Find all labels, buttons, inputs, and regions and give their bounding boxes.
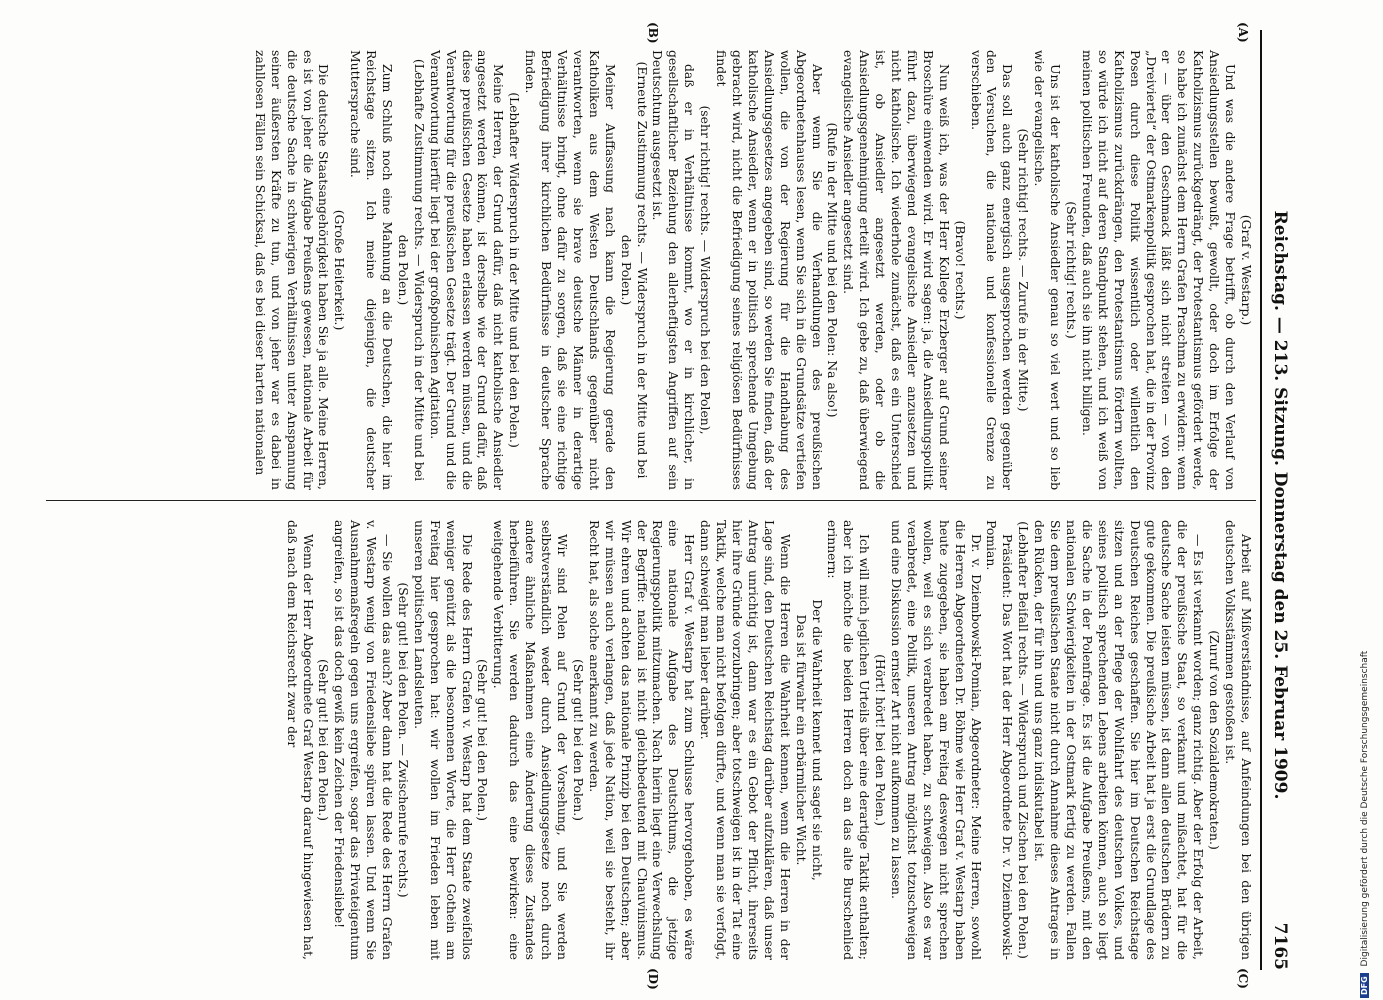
paragraph: Wenn die Herren die Wahrheit kennen, wenn die Herren in der Lage sind, den Deutschen Reichstag darüber aufzuklären, daß unser Antrag unrichtig ist, dann war es ein Gebot der Pflicht, ihrerseits hier ihre Gründe vorzubringen; aber totschweigen ist in der Tat eine Taktik, welche man nicht befolgen dürfte, und wenn man sie verfolgt, dann schweigt man lieber darüber. — [698, 520, 793, 960]
paragraph: daß er in Verhältnisse kommt, wo er in kirchlicher, in gesellschaftlicher Beziehung den allerheftigsten Angriffen auf sein Deutschtum ausgesetzt ist. — [650, 50, 698, 490]
paragraph: (Lebhafter Beifall rechts. — Widerspruch und Zischen bei den Polen.) — [1016, 521, 1032, 959]
paragraph: (Sehr gut! bei den Polen. — Zwischenrufe rechts.) — [395, 582, 411, 898]
paragraph: (Zuruf von den Sozialdemokraten.) — [1207, 630, 1223, 850]
paragraph: Der die Wahrheit kennet und saget sie nicht, — [809, 599, 825, 881]
left-text-column — [252, 50, 1254, 490]
dfg-logo: DFG — [1360, 973, 1369, 998]
paragraph: Herr Graf v. Westarp hat zum Schlusse hervorgehoben, es wäre eine nationale Aufgabe des Deutschtums, die jetzige Regierungspolitik mitzumachen. Nach hierin liegt eine Verwechslung der Begriffe: national ist nicht gleichbedeutend mit Chauvinismus. Wir ehren und achten das nationale Prinzip bei den Deutschen; aber wir müssen auch verlangen, daß jede Nation, weil sie besteht, ihr Recht hat, als solche anerkannt zu werden. — [586, 520, 698, 960]
paragraph: (Sehr gut! bei den Polen.) — [475, 659, 491, 821]
paragraph: Das soll auch ganz energisch ausgesprochen werden gegenüber den Versuchen, die nationale und konfessionelle Grenze zu verschieben. — [968, 50, 1016, 490]
paragraph: Wir sind Polen auf Grund der Vorsehung, und Sie werden selbstverständlich weder durch Ansiedlungsgesetze noch durch andere ähnliche Maßnahmen eine Änderung dieses Zustandes herbeiführen. Sie werden dadurch das eine bewirken: eine weitgehende Verbitterung. — [491, 520, 571, 960]
paragraph: Wenn der Herr Abgeordnete Graf Westarp darauf hingewiesen hat, daß nach dem Reichsrecht zwar der — [284, 520, 316, 960]
paragraph: (Große Heiterkeit.) — [332, 209, 348, 331]
paragraph: (Rufe in der Mitte und bei den Polen: Na also!) — [825, 122, 841, 418]
paragraph: Ich will mich jeglichen Urteils über eine derartige Taktik enthalten; aber ich möchte die beiden Herren doch an das alte Burschenlied erinnern: — [825, 520, 873, 960]
paragraph: Zum Schluß noch eine Mahnung an die Deutschen, die hier im Reichstage sitzen. Ich meine diejenigen, die deutscher Muttersprache sind. — [348, 50, 396, 490]
margin-mark-b: (B) — [646, 22, 660, 44]
paragraph: (Sehr richtig! rechts.) — [1064, 201, 1080, 339]
column-divider — [46, 500, 1256, 501]
paragraph: (Bravo! rechts.) — [952, 220, 968, 320]
paragraph: — Sie wollen das auch? Aber dann hat die Rede des Herrn Grafen v. Westarp wenig von Friedensliebe spüren lassen. Und wenn Sie Ausnahmemaßregeln gegen uns ergreifen, sogar das Privateigentum angreifen, so ist das doch gewiß kein Zeichen der Friedensliebe! — [332, 520, 396, 960]
header-title: Reichstag. — 213. Sitzung. Donnerstag den 25. Februar 1909. — [1270, 210, 1290, 800]
paragraph: Die Rede des Herrn Grafen v. Westarp hat dem Staate zweifellos weniger genützt als die besonnenen Worte, die Herr Gothein am Freitag hier gesprochen hat: wir wollen im Frieden leben mit unseren politischen Landsleuten. — [411, 520, 475, 960]
margin-mark-a: (A) — [1236, 22, 1250, 43]
paragraph: (Graf v. Westarp.) — [1239, 214, 1254, 326]
paragraph: Die deutsche Staatsangehörigkeit haben Sie ja alle. Meine Herren, es ist von jeher die Aufgabe Preußens gewesen, nationale Arbeit für die deutsche Sache in schwierigen Verhältnissen unter Anspannung seiner äußersten Kräfte zu tun, und von jeher war es dabei in zahllosen Fällen sein Schicksal, daß es bei dieser harten nationalen — [252, 50, 332, 490]
page-number: 7165 — [1270, 922, 1290, 970]
paragraph: Arbeit auf Mißverständnisse, auf Anfeindungen bei den übrigen deutschen Volksstämmen gestoßen ist. — [1223, 520, 1254, 960]
paragraph: Dr. v. Dziembowski-Pomian, Abgeordneter: Meine Herren, sowohl die Herren Abgeordneten Dr. Böhme wie Herr Graf v. Westarp haben heute zugegeben, sie haben am Freitag deswegen nicht sprechen wollen, weil es sich verabredet haben, zu schweigen. Also es war verabredet, eine Politik, unseren Antrag möglichst totzuschweigen und eine Diskussion ernster Art nicht aufkommen zu lassen. — [889, 520, 984, 960]
rotated-page-content — [30, 0, 1300, 1000]
paragraph: (Sehr gut! bei den Polen.) — [316, 659, 332, 821]
paragraph: (Lebhafte Zustimmung rechts. — Widerspruch in der Mitte und bei den Polen.) — [395, 58, 427, 482]
paragraph: (Lebhafter Widerspruch in der Mitte und bei den Polen.) — [507, 92, 523, 448]
paragraph: Und was die andere Frage betrifft, ob durch den Verlauf von Ansiedlungsstellen bewußt, gewollt, oder doch im Erfolge der Katholizismus zurückgedrängt, der Protestantismus gefördert werde, so habe ich zunächst dem Herrn Grafen Praschma zu erwidern: wenn er — über den Geschmack läßt sich nicht streiten — von den „Dreiviertel“ der Ostmarkenpolitik gesprochen hat, die in der Provinz Posen durch diese Politik wissentlich oder willentlich den Katholizismus zurückdrängen, den Protestantismus fördern wollten, so würde ich nicht auf deren Standpunkt stehen, und ich weiß von meinen politischen Freunden, daß auch sie ihn nicht billigen. — [1079, 50, 1239, 490]
page-header — [1264, 40, 1290, 970]
margin-mark-d: (D) — [646, 968, 660, 990]
footer-text: Digitalisierung gefördert durch die Deutsche Forschungsgemeinschaft — [1360, 650, 1370, 967]
paragraph: Das ist fürwahr ein erbärmlicher Wicht. — [793, 614, 809, 866]
header-rule — [1260, 30, 1262, 970]
paragraph: Uns ist der katholische Ansiedler genau so viel wert und so lieb wie der evangelische. — [1032, 50, 1064, 490]
paragraph: — Es ist verkannt worden; ganz richtig. Aber der Erfolg der Arbeit, die der preußische Staat, so verkannt und mißachtet, hat für die deutsche Sache leisten müssen, ist dann allen deutschen Brüdern zu gute gekommen. Die preußische Arbeit hat ja erst die Grundlage des Deutschen Reiches geschaffen. Sie hier im Deutschen Reichstage sitzen und an der Pflege der Wohlfahrt des deutschen Volkes, und seines politisch sprechenden Lebens arbeiten können, auch so liegt die Sache in der Polenfrage. Es ist die Aufgabe Preußens, mit den nationalen Schwierigkeiten in der Ostmark fertig zu werden. Fallen Sie dem preußischen Staate nicht durch Annahme dieses Antrages in den Rücken, der für ihn und uns ganz indiskutabel ist. — [1032, 520, 1207, 960]
margin-mark-c: (C) — [1236, 968, 1250, 989]
paragraph: Präsident: Das Wort hat der Herr Abgeordnete Dr. v. Dziembowski-Pomian. — [984, 520, 1016, 960]
paragraph: Meiner Auffassung nach kann die Regierung gerade den Katholiken aus dem Westen Deutschlands gegenüber nicht verantworten, wenn sie brave deutsche Männer in derartige Verhältnisse bringt, ohne dafür zu sorgen, daß sie eine richtige Befriedigung ihrer kirchlichen Bedürfnisse in deutscher Sprache finden. — [523, 50, 618, 490]
paragraph: (Sehr richtig! rechts. — Zurufe in der Mitte.) — [1016, 128, 1032, 412]
right-text-column — [284, 520, 1254, 960]
digitization-footer — [1360, 651, 1370, 998]
paragraph: (Hört! hört! bei den Polen.) — [873, 654, 889, 826]
paragraph: (Erneute Zustimmung rechts. — Widerspruch in der Mitte und bei den Polen.) — [618, 61, 650, 479]
paragraph: (sehr richtig! rechts. — Widerspruch bei den Polen), — [698, 105, 714, 435]
paragraph: Nun weiß ich, was der Herr Kollege Erzberger auf Grund seiner Broschüre einwenden wird. Er wird sagen: ja, die Ansiedlungspolitik führt dazu, überwiegend evangelische Ansiedler anzusetzen und nicht katholische. Ich wiederhole zunächst, daß es ein Unterschied ist, ob Ansiedler angesetzt werden, oder ob die Ansiedlungsgenehmigung erteilt wird. Ich gebe zu, daß überwiegend evangelische Ansiedler angesetzt sind. — [841, 50, 952, 490]
paragraph: Meine Herren, der Grund dafür, daß nicht katholische Ansiedler angesetzt werden können, ist derselbe wie der Grund dafür, daß diese preußischen Gesetze haben erlassen werden müssen, und die Verantwortung für die preußischen Gesetze trägt. Der Grund und die Verantwortung hierfür liegt bei der großpolnischen Agitation. — [427, 50, 507, 490]
paragraph: (Sehr gut! bei den Polen.) — [570, 659, 586, 821]
paragraph: Aber wenn Sie die Verhandlungen des preußischen Abgeordnetenhauses lesen, wenn Sie sich in die Grundsätze vertiefen wollen, die von der Regierung für die Handhabung des Ansiedlungsgesetzes angegeben sind, so werden Sie finden, daß der katholische Ansiedler, wenn er in politisch sprechende Umgebung gebracht wird, nicht die Befriedigung seines religiösen Bedürfnisses findet — [714, 50, 825, 490]
